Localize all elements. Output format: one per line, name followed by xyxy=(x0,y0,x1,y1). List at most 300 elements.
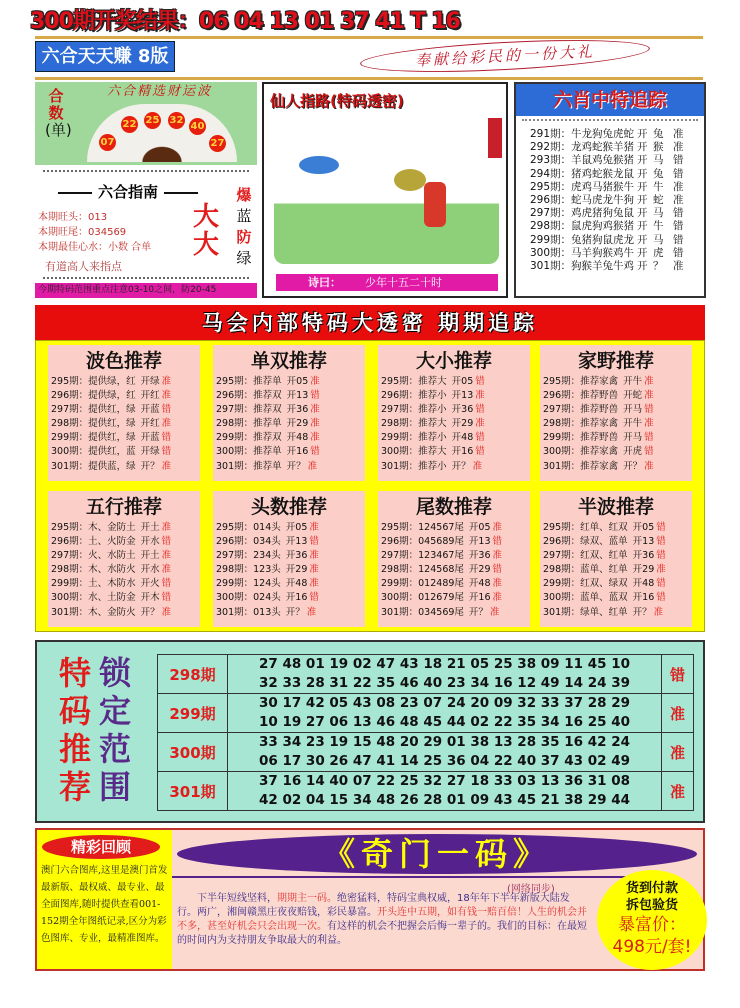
card-cell: 提供红，绿 xyxy=(88,432,136,444)
card-cell: 开05 xyxy=(632,522,655,533)
card-cell: 错 xyxy=(161,536,172,548)
card-cell: 开05 xyxy=(285,522,308,533)
card-cell: 错 xyxy=(656,536,666,548)
zodiac-cell: 马 xyxy=(653,207,664,220)
card-cell: 错 xyxy=(310,390,320,402)
guide-box xyxy=(35,165,257,283)
zodiac-cell: 299期： xyxy=(530,233,572,246)
card-cell: 错 xyxy=(309,592,319,604)
zodiac-row xyxy=(530,247,698,260)
zodiac-cell: 292期： xyxy=(530,141,572,154)
card-cell: 准 xyxy=(644,418,654,430)
card-cell: 297期： xyxy=(381,404,419,416)
card-cell: 推荐家禽 xyxy=(580,418,619,430)
number-line: 37 16 14 40 07 22 25 32 27 18 33 03 13 36 31 08 xyxy=(258,773,631,789)
card-cell: 014头 xyxy=(253,522,281,533)
sync-label: (网络同步) xyxy=(507,884,555,895)
zodiac-list xyxy=(522,119,698,273)
card-cell: 296期： xyxy=(216,390,254,402)
zodiac-cell: 300期： xyxy=(530,246,572,259)
card-row xyxy=(48,389,200,403)
vertical-char: 范 xyxy=(99,730,132,768)
card-cell: 开蓝 xyxy=(140,404,160,416)
card-cell: 推荐大 xyxy=(418,376,447,387)
number-line: 06 17 30 26 47 41 14 25 36 04 22 40 37 43 02 49 xyxy=(258,753,631,769)
card-cell: 开16 xyxy=(468,592,491,604)
zodiac-cell: 开 xyxy=(637,154,648,167)
recommend-card xyxy=(540,491,692,627)
card-row xyxy=(48,521,200,535)
immortal-panel xyxy=(262,82,508,298)
number-row xyxy=(158,655,694,694)
card-cell: 推荐小 xyxy=(418,460,447,472)
card-row xyxy=(540,591,692,605)
card-cell: 推荐家禽 xyxy=(580,376,619,387)
illustration xyxy=(274,154,499,264)
zodiac-row xyxy=(530,154,698,167)
card-cell: 301期： xyxy=(543,460,581,472)
tree-shape xyxy=(299,156,339,174)
card-row xyxy=(540,389,692,403)
panel-title: 仙人指路(特码透密) xyxy=(270,92,404,110)
card-cell: 300期： xyxy=(381,592,419,604)
card-row xyxy=(378,606,530,620)
card-cell: 准 xyxy=(656,564,666,576)
banner: 马会内部特码大透密 期期追踪 xyxy=(35,305,705,340)
card-cell: 开？ xyxy=(140,460,160,472)
card-cell: 296期： xyxy=(216,536,254,548)
card-cell: 开13 xyxy=(451,390,474,402)
card-cell: 298期： xyxy=(216,564,254,576)
card-row xyxy=(540,431,692,445)
zodiac-cell: 开 xyxy=(637,167,648,180)
vertical-char: 码 xyxy=(59,692,92,730)
side-char: 防 xyxy=(236,228,252,246)
card-cell: 124567尾 xyxy=(418,522,464,533)
card-cell: 准 xyxy=(161,390,172,402)
zodiac-cell: 297期： xyxy=(530,207,572,220)
card-row xyxy=(48,417,200,431)
panel-title: 六肖中特追踪 xyxy=(516,84,704,116)
price-line: 货到付款 xyxy=(625,881,678,896)
card-row xyxy=(378,403,530,417)
card-cell: 295期： xyxy=(51,376,89,387)
zodiac-cell: 293期： xyxy=(530,154,572,167)
card-cell: 开16 xyxy=(286,446,309,458)
zodiac-cell: 兔 xyxy=(653,128,664,140)
card-cell: 开36 xyxy=(451,404,474,416)
promo-segment: 有这样的机会不把握会后悔一辈子的。我们的目标：在最短的时间内为支持朋友争取最大的利益。 xyxy=(177,921,587,946)
card-cell: 推荐小 xyxy=(418,432,447,444)
card-row xyxy=(213,375,365,389)
card-cell: 准 xyxy=(161,606,172,618)
status-cell: 错 xyxy=(662,655,694,694)
card-cell: 推荐双 xyxy=(253,390,282,402)
number-ball: 07 xyxy=(99,134,116,151)
card-cell: 提供红，绿 xyxy=(88,404,136,416)
vertical-char: 围 xyxy=(99,768,132,806)
numbers-cell xyxy=(228,772,662,811)
card-cell: 准 xyxy=(161,550,172,562)
card-cell: 红单、红双 xyxy=(580,522,628,533)
card-cell: 准 xyxy=(472,460,483,472)
card-cell: 297期： xyxy=(51,550,89,562)
card-cell: 准 xyxy=(644,376,654,387)
card-cell: 开16 xyxy=(451,446,474,458)
card-cell: 013头 xyxy=(253,606,281,618)
card-cell: 蓝单、蓝双 xyxy=(580,592,628,604)
card-cell: 准 xyxy=(310,404,320,416)
card-cell: 错 xyxy=(492,536,503,548)
card-cell: 错 xyxy=(644,404,654,416)
fan-box xyxy=(35,82,257,165)
card-row xyxy=(540,606,692,620)
card-cell: 开？ xyxy=(632,606,652,618)
card-cell: 土、火防金 xyxy=(88,536,136,548)
card-row xyxy=(378,535,530,549)
zodiac-cell: 虎 xyxy=(653,246,664,259)
card-row xyxy=(540,577,692,591)
card-cell: 错 xyxy=(475,446,485,458)
card-row xyxy=(48,403,200,417)
card-row xyxy=(213,389,365,403)
card-cell: 准 xyxy=(644,390,654,402)
card-cell: 开蛇 xyxy=(623,390,643,402)
card-cell: 123467尾 xyxy=(418,550,464,562)
big-text: 大大 xyxy=(193,202,220,260)
card-row xyxy=(540,417,692,431)
card-cell: 提供绿，红 xyxy=(88,390,136,402)
side-char: 蓝 xyxy=(236,207,252,225)
card-cell: 297期： xyxy=(216,404,254,416)
zodiac-row xyxy=(530,207,698,220)
card-cell: 错 xyxy=(161,446,172,458)
card-row xyxy=(48,445,200,459)
card-cell: 开土 xyxy=(140,550,160,562)
card-cell: 012489尾 xyxy=(418,578,464,590)
card-row xyxy=(213,521,365,535)
card-row xyxy=(540,563,692,577)
card-cell: 错 xyxy=(161,578,172,590)
number-line: 33 34 23 19 15 48 20 29 01 38 13 28 35 16 42 24 xyxy=(258,734,631,750)
card-cell: 301期： xyxy=(216,460,254,472)
zodiac-cell: 兔猪狗鼠虎龙 xyxy=(571,233,635,246)
card-cell: 推荐单 xyxy=(253,446,282,458)
card-cell: 299期： xyxy=(543,578,581,590)
card-cell: 准 xyxy=(475,418,485,430)
review-box xyxy=(37,830,172,969)
card-row xyxy=(540,460,692,474)
card-cell: 推荐家禽 xyxy=(580,446,619,458)
card-row xyxy=(48,591,200,605)
card-cell: 推荐小 xyxy=(418,404,447,416)
card-cell: 300期： xyxy=(543,592,581,604)
card-cell: 开红 xyxy=(140,390,160,402)
zodiac-cell: ？ xyxy=(653,260,664,273)
card-cell: 297期： xyxy=(51,404,89,416)
card-cell: 准 xyxy=(306,606,317,618)
side-char: 爆 xyxy=(236,186,252,204)
zodiac-cell: 294期： xyxy=(530,167,572,180)
card-cell: 301期： xyxy=(51,606,89,618)
vertical-char: 定 xyxy=(99,692,132,730)
card-cell: 推荐单 xyxy=(253,460,282,472)
card-row xyxy=(48,577,200,591)
vertical-title-left xyxy=(59,654,99,806)
seal-stamp xyxy=(488,118,502,158)
side-char: 绿 xyxy=(236,249,252,267)
card-cell: 准 xyxy=(310,418,320,430)
zodiac-cell: 开 xyxy=(637,246,648,259)
card-cell: 推荐大 xyxy=(418,418,447,430)
card-cell: 298期： xyxy=(51,564,89,576)
card-cell: 开？ xyxy=(285,606,305,618)
guide-label: 本期旺尾： xyxy=(38,227,88,238)
card-row xyxy=(48,549,200,563)
card-cell: 准 xyxy=(309,578,319,590)
card-cell: 299期： xyxy=(381,578,419,590)
card-row xyxy=(378,431,530,445)
card-cell: 推荐单 xyxy=(253,418,282,430)
card-cell: 红双、红单 xyxy=(580,550,628,562)
zodiac-row xyxy=(530,234,698,247)
zodiac-cell: 301期： xyxy=(530,260,572,273)
card-row xyxy=(378,375,530,389)
poem-text: 少年十五二十时 xyxy=(365,276,442,289)
card-cell: 开？ xyxy=(468,606,488,618)
dan-text: (单) xyxy=(45,121,72,139)
guide-hint: 有道高人来指点 xyxy=(45,260,122,273)
card-cell: 错 xyxy=(656,550,666,562)
zodiac-cell: 蛇马虎龙牛狗 xyxy=(571,194,635,207)
card-row xyxy=(213,563,365,577)
card-title: 大小推荐 xyxy=(415,350,492,372)
card-row xyxy=(213,549,365,563)
card-cell: 准 xyxy=(492,522,503,533)
brand-badge: 六合天天赚 8版 xyxy=(35,41,175,72)
zodiac-row xyxy=(530,128,698,141)
zodiac-cell: 猴 xyxy=(653,141,664,154)
card-title: 家野推荐 xyxy=(577,350,654,372)
card-row xyxy=(540,535,692,549)
card-cell: 绿单、红单 xyxy=(580,606,628,618)
fan-title: 六合精选财运波 xyxy=(107,84,213,99)
zodiac-cell: 鸡虎猪狗兔鼠 xyxy=(571,207,635,220)
card-cell: 木、金防土 xyxy=(88,522,136,533)
number-line: 27 48 01 19 02 47 43 18 21 05 25 38 09 11 45 10 xyxy=(258,656,631,672)
card-cell: 错 xyxy=(161,432,172,444)
card-cell: 开水 xyxy=(140,536,160,548)
zodiac-row xyxy=(530,181,698,194)
card-cell: 开16 xyxy=(632,592,655,604)
zodiac-cell: 开 xyxy=(637,180,648,193)
card-cell: 297期： xyxy=(216,550,254,562)
card-cell: 开36 xyxy=(285,550,308,562)
zodiac-cell: 虎鸡马猪猴牛 xyxy=(571,180,635,193)
zodiac-cell: 错 xyxy=(673,246,684,259)
card-cell: 开36 xyxy=(286,404,309,416)
guide-title: 六合指南 xyxy=(43,181,213,202)
guide-label: 本期最佳心水： xyxy=(38,242,108,253)
zodiac-cell: 291期： xyxy=(530,128,572,140)
card-cell: 234头 xyxy=(253,550,281,562)
heshu-text: 合数 xyxy=(48,87,64,122)
poem-label: 诗曰： xyxy=(308,276,341,289)
card-cell: 开13 xyxy=(285,536,308,548)
zodiac-cell: 兔 xyxy=(653,167,664,180)
zodiac-cell: 马羊狗猴鸡牛 xyxy=(571,246,635,259)
promo-segment: 开头连中五期，如有钱一赔百倍！人生的机会并不多，甚至好机会只会出现一次。 xyxy=(177,907,587,932)
card-cell: 绿双、蓝单 xyxy=(580,536,628,548)
status-cell: 准 xyxy=(662,733,694,772)
zodiac-cell: 羊鼠鸡兔猴猪 xyxy=(571,154,635,167)
card-title: 五行推荐 xyxy=(85,496,162,518)
card-row xyxy=(48,606,200,620)
card-cell: 错 xyxy=(656,522,666,533)
promo-segment: 期期主一码。 xyxy=(277,893,337,904)
recommend-card xyxy=(378,491,530,627)
zodiac-cell: 牛 xyxy=(653,220,664,233)
card-row xyxy=(378,389,530,403)
card-cell: 推荐野兽 xyxy=(580,390,619,402)
fan-image xyxy=(87,104,237,162)
card-cell: 开48 xyxy=(468,578,491,590)
card-cell: 提供红，绿 xyxy=(88,418,136,430)
card-cell: 295期： xyxy=(216,522,254,533)
card-cell: 开29 xyxy=(451,418,474,430)
card-cell: 开马 xyxy=(623,404,643,416)
numbers-cell xyxy=(228,655,662,694)
card-cell: 木、水防火 xyxy=(88,564,136,576)
price-label: 暴富价： xyxy=(618,915,686,935)
card-cell: 开48 xyxy=(285,578,308,590)
card-cell: 298期： xyxy=(381,418,419,430)
number-line: 42 02 04 15 34 48 26 28 01 09 43 45 21 38 29 44 xyxy=(258,792,631,808)
period-cell: 299期 xyxy=(158,694,228,733)
card-cell: 开虎 xyxy=(623,446,643,458)
card-cell: 推荐双 xyxy=(253,404,282,416)
card-cell: 开？ xyxy=(286,460,306,472)
zodiac-cell: 错 xyxy=(673,220,684,233)
card-cell: 准 xyxy=(653,606,664,618)
zodiac-cell: 狗猴羊兔牛鸡 xyxy=(571,260,635,273)
zodiac-cell: 蛇 xyxy=(653,194,664,207)
period-cell: 298期 xyxy=(158,655,228,694)
card-title: 尾数推荐 xyxy=(415,496,492,518)
tip-bar: 今期特码范围重点注意03-10之间，防20-45 xyxy=(35,283,257,298)
card-row xyxy=(378,445,530,459)
card-cell: 错 xyxy=(492,564,503,576)
card-cell: 298期： xyxy=(381,564,419,576)
card-cell: 准 xyxy=(161,460,172,472)
card-title: 半波推荐 xyxy=(577,496,654,518)
card-cell: 298期： xyxy=(51,418,89,430)
card-cell: 准 xyxy=(310,376,320,387)
divider xyxy=(35,36,703,39)
zodiac-cell: 开 xyxy=(637,128,648,140)
card-cell: 准 xyxy=(161,564,172,576)
zodiac-row xyxy=(530,168,698,181)
zodiac-cell: 开 xyxy=(637,260,648,273)
card-cell: 开牛 xyxy=(623,418,643,430)
card-row xyxy=(378,563,530,577)
card-cell: 开？ xyxy=(623,460,643,472)
card-cell: 推荐双 xyxy=(253,432,282,444)
numbers-cell xyxy=(228,733,662,772)
card-cell: 开绿 xyxy=(140,446,160,458)
card-cell: 开29 xyxy=(632,564,655,576)
card-cell: 301期： xyxy=(543,606,581,618)
price-badge xyxy=(597,870,707,970)
card-cell: 开48 xyxy=(286,432,309,444)
zodiac-row xyxy=(530,220,698,233)
number-row xyxy=(158,772,694,811)
card-cell: 准 xyxy=(492,550,503,562)
divider xyxy=(35,77,703,80)
card-cell: 开29 xyxy=(286,418,309,430)
card-cell: 红双、绿双 xyxy=(580,578,628,590)
guide-value: 小数 合单 xyxy=(108,242,152,253)
zodiac-cell: 开 xyxy=(637,220,648,233)
card-cell: 错 xyxy=(644,432,654,444)
recommend-card xyxy=(378,345,530,481)
card-cell: 准 xyxy=(161,418,172,430)
card-row xyxy=(48,535,200,549)
status-cell: 准 xyxy=(662,694,694,733)
card-cell: 开马 xyxy=(623,432,643,444)
card-cell: 开48 xyxy=(451,432,474,444)
card-row xyxy=(378,460,530,474)
card-cell: 295期： xyxy=(381,522,419,533)
promo-text xyxy=(177,892,589,948)
price-line: 拆包验货 xyxy=(625,898,678,913)
divider xyxy=(172,876,672,878)
card-cell: 296期： xyxy=(543,390,581,402)
number-ball: 27 xyxy=(209,135,226,152)
card-cell: 299期： xyxy=(216,432,254,444)
card-cell: 299期： xyxy=(216,578,254,590)
heshu-label xyxy=(45,87,72,139)
card-cell: 034569尾 xyxy=(418,606,464,618)
card-cell: 300期： xyxy=(543,446,581,458)
zodiac-cell: 准 xyxy=(673,194,684,207)
card-cell: 299期： xyxy=(51,432,89,444)
zodiac-cell: 295期： xyxy=(530,180,572,193)
card-row xyxy=(48,563,200,577)
card-cell: 297期： xyxy=(543,550,581,562)
card-cell: 错 xyxy=(309,536,319,548)
card-cell: 295期： xyxy=(51,522,89,533)
qimen-title: 《奇门一码》 xyxy=(177,834,697,874)
card-row xyxy=(213,431,365,445)
zodiac-cell: 错 xyxy=(673,154,684,167)
zodiac-cell: 准 xyxy=(673,180,684,193)
zodiac-cell: 牛 xyxy=(653,180,664,193)
zodiac-cell: 猪鸡蛇猴龙鼠 xyxy=(571,167,635,180)
card-cell: 准 xyxy=(644,460,654,472)
card-cell: 123头 xyxy=(253,564,281,576)
period-cell: 301期 xyxy=(158,772,228,811)
promo-segment: 下半年短线坚料， xyxy=(197,893,277,904)
guide-line xyxy=(38,238,151,253)
bottom-section xyxy=(35,828,705,971)
card-row xyxy=(540,521,692,535)
recommend-card xyxy=(540,345,692,481)
card-cell: 024头 xyxy=(253,592,281,604)
zodiac-cell: 错 xyxy=(673,167,684,180)
card-cell: 木、金防火 xyxy=(88,606,136,618)
card-cell: 准 xyxy=(309,550,319,562)
